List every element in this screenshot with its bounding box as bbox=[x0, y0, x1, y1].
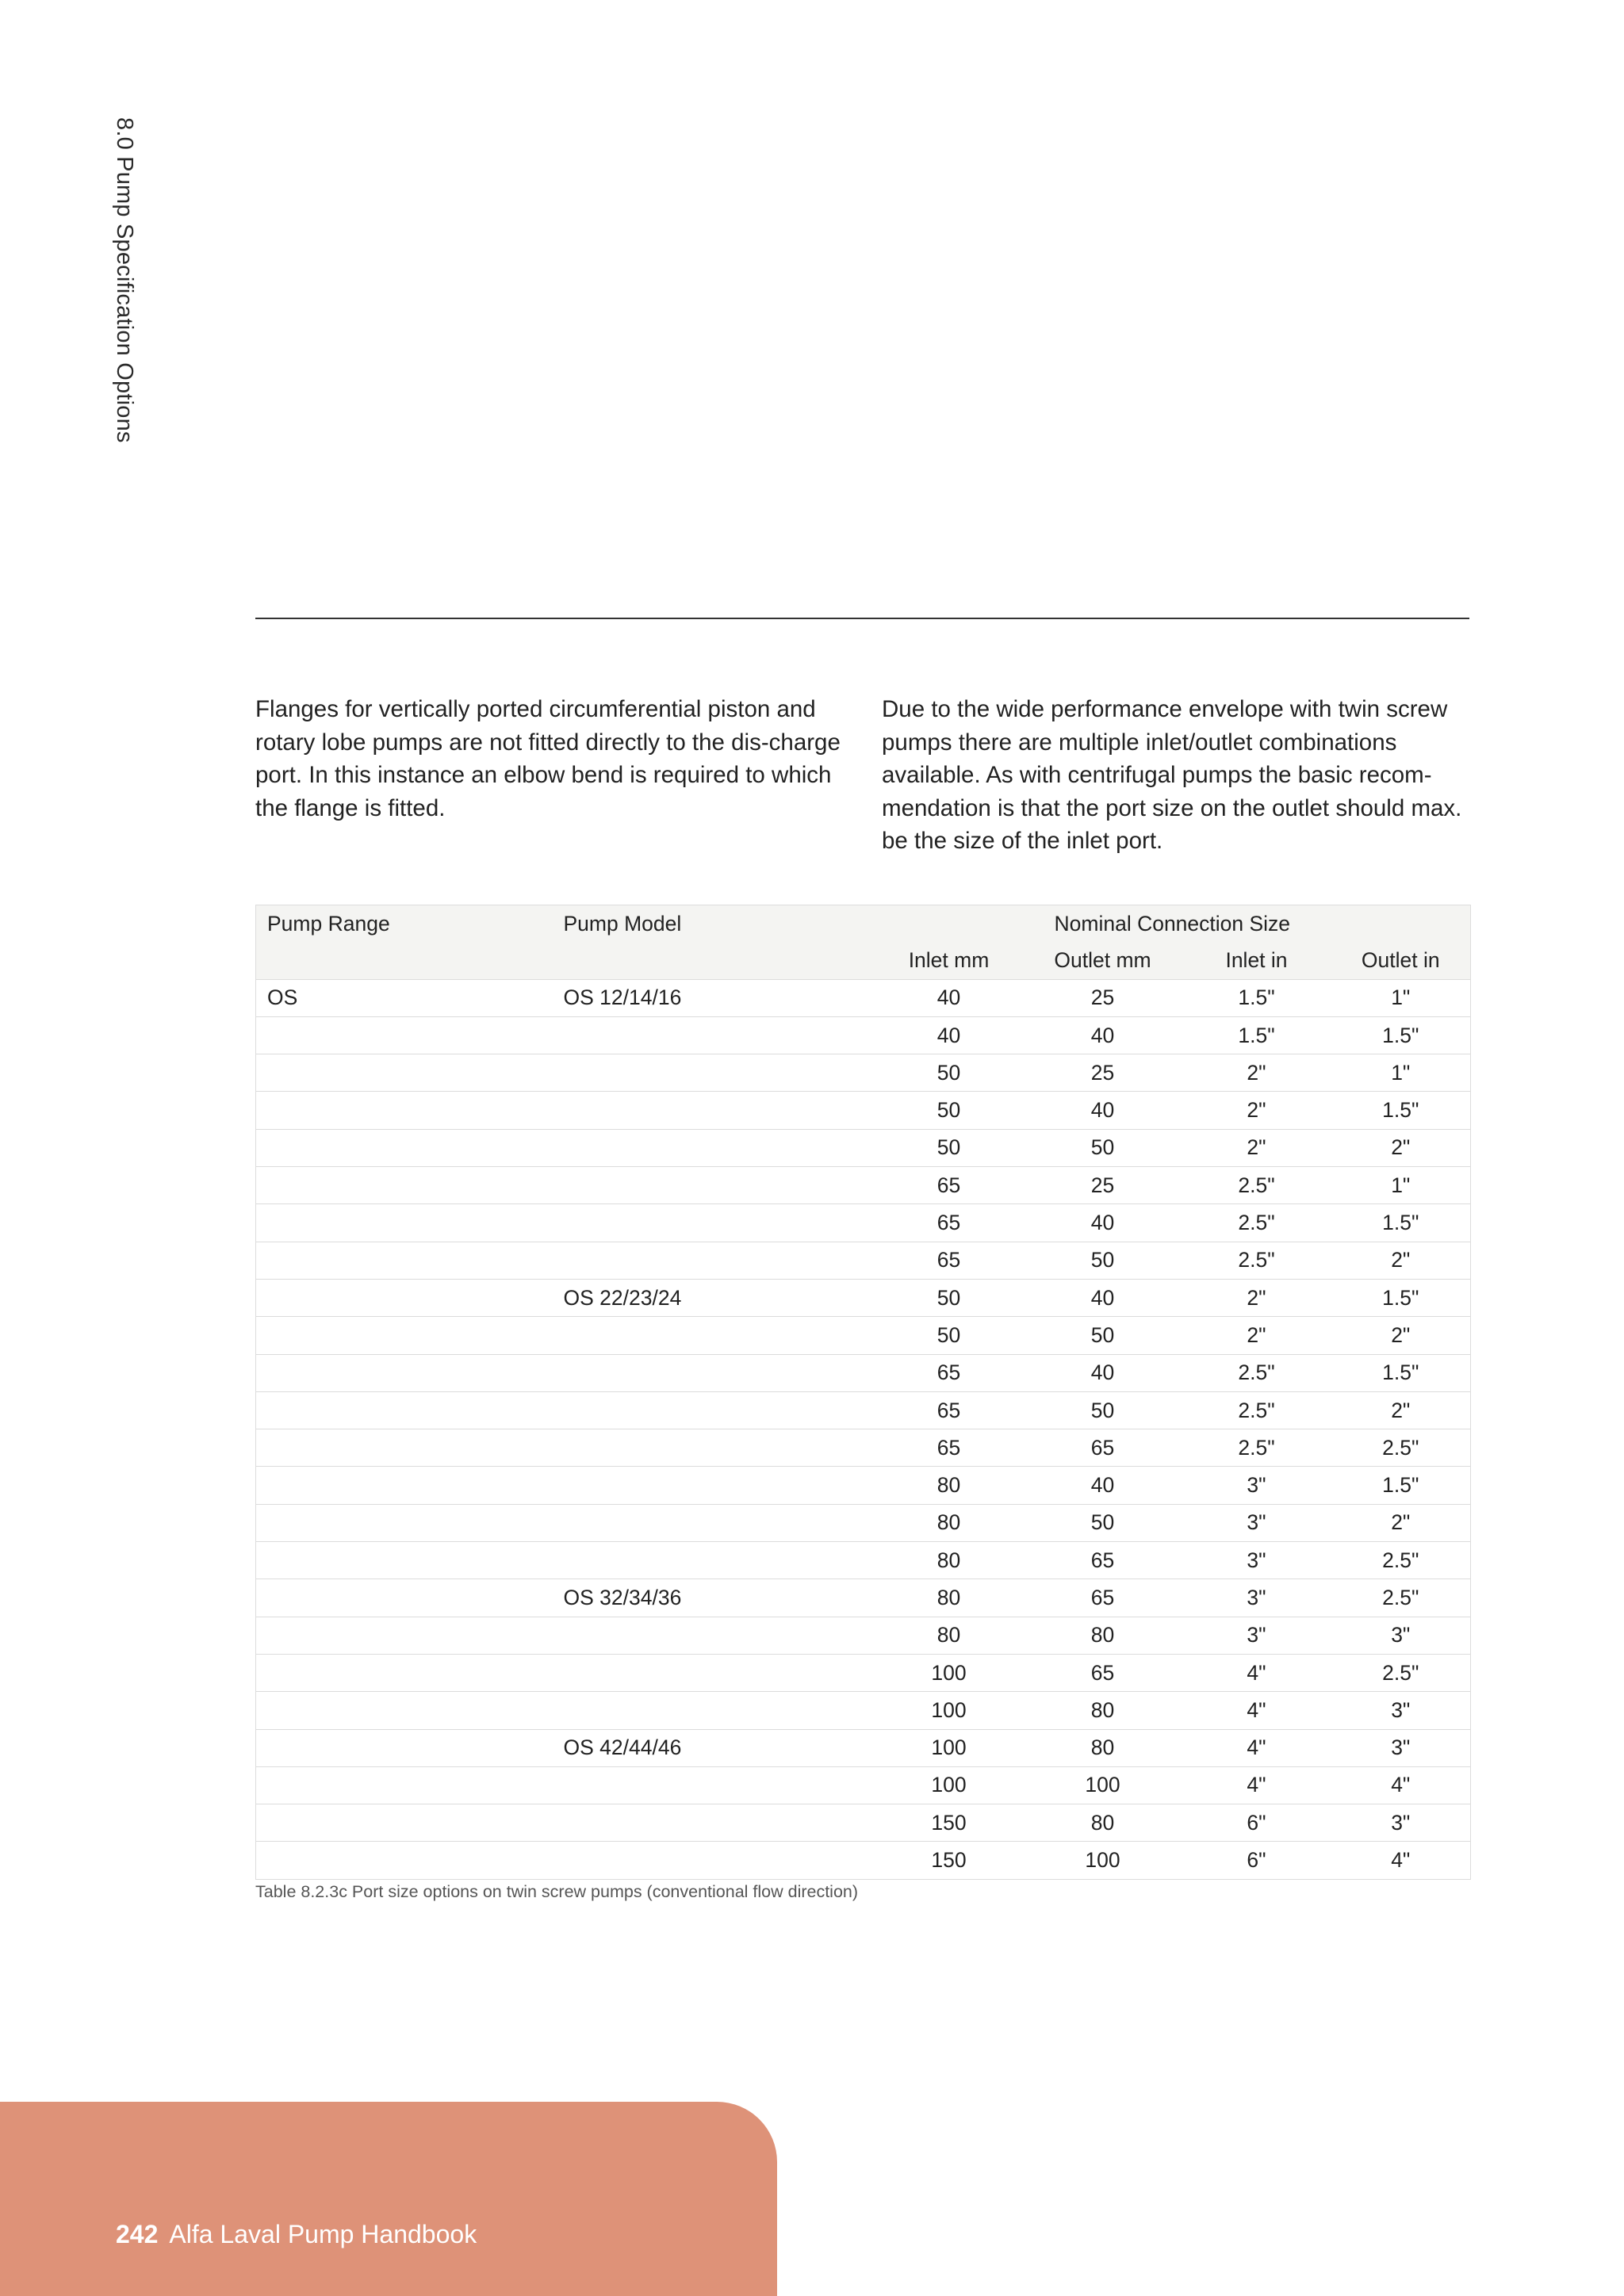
cell-inlet-in: 3" bbox=[1182, 1504, 1331, 1541]
table-row bbox=[256, 1054, 1471, 1092]
cell-pump-model bbox=[553, 1429, 875, 1467]
cell-inlet-in: 2" bbox=[1182, 1054, 1331, 1092]
cell-pump-model bbox=[553, 1054, 875, 1092]
cell-pump-model bbox=[553, 1766, 875, 1804]
cell-pump-model bbox=[553, 1016, 875, 1054]
cell-pump-model bbox=[553, 1654, 875, 1691]
cell-outlet-mm: 40 bbox=[1024, 1092, 1182, 1129]
cell-pump-range bbox=[256, 1729, 553, 1766]
cell-pump-range bbox=[256, 1279, 553, 1316]
cell-pump-range bbox=[256, 1804, 553, 1842]
cell-inlet-in: 3" bbox=[1182, 1579, 1331, 1617]
cell-inlet-in: 6" bbox=[1182, 1842, 1331, 1879]
cell-inlet-mm: 100 bbox=[875, 1729, 1024, 1766]
table-row bbox=[256, 1429, 1471, 1467]
intro-left-paragraph: Flanges for vertically ported circumferential piston and rotary lobe pumps are not fitted directly to the dis-charge port. In this instance an elbow bend is required to which the flange is fitted. bbox=[255, 696, 841, 821]
cell-inlet-in: 4" bbox=[1182, 1654, 1331, 1691]
cell-outlet-mm: 65 bbox=[1024, 1579, 1182, 1617]
header-pump-model: Pump Model bbox=[553, 905, 875, 943]
cell-pump-range: OS bbox=[256, 979, 553, 1016]
header-outlet-mm: Outlet mm bbox=[1024, 942, 1182, 979]
cell-outlet-in: 1.5" bbox=[1331, 1204, 1471, 1242]
cell-inlet-mm: 65 bbox=[875, 1204, 1024, 1242]
cell-outlet-mm: 25 bbox=[1024, 1167, 1182, 1204]
cell-pump-model bbox=[553, 1242, 875, 1279]
cell-pump-model bbox=[553, 1167, 875, 1204]
cell-outlet-in: 3" bbox=[1331, 1617, 1471, 1654]
cell-pump-model: OS 32/34/36 bbox=[553, 1579, 875, 1617]
cell-pump-model: OS 22/23/24 bbox=[553, 1279, 875, 1316]
header-nominal-connection-size: Nominal Connection Size bbox=[875, 905, 1471, 943]
cell-pump-model bbox=[553, 1391, 875, 1429]
cell-pump-range bbox=[256, 1129, 553, 1166]
cell-inlet-mm: 40 bbox=[875, 1016, 1024, 1054]
cell-inlet-mm: 80 bbox=[875, 1504, 1024, 1541]
cell-outlet-in: 2.5" bbox=[1331, 1542, 1471, 1579]
cell-inlet-mm: 50 bbox=[875, 1279, 1024, 1316]
table-row bbox=[256, 1842, 1471, 1879]
header-inlet-mm: Inlet mm bbox=[875, 942, 1024, 979]
cell-pump-model bbox=[553, 1692, 875, 1729]
cell-pump-range bbox=[256, 1204, 553, 1242]
footer bbox=[116, 2220, 477, 2249]
cell-outlet-mm: 80 bbox=[1024, 1617, 1182, 1654]
cell-outlet-mm: 65 bbox=[1024, 1542, 1182, 1579]
cell-inlet-mm: 150 bbox=[875, 1842, 1024, 1879]
cell-pump-model bbox=[553, 1842, 875, 1879]
footer-band bbox=[0, 2102, 777, 2296]
cell-pump-model bbox=[553, 1204, 875, 1242]
cell-inlet-mm: 50 bbox=[875, 1129, 1024, 1166]
cell-outlet-in: 2" bbox=[1331, 1129, 1471, 1166]
cell-pump-model bbox=[553, 1129, 875, 1166]
cell-pump-range bbox=[256, 1654, 553, 1691]
cell-inlet-mm: 100 bbox=[875, 1692, 1024, 1729]
table-row bbox=[256, 1354, 1471, 1391]
section-title: 8.0 Pump Specification Options bbox=[112, 117, 137, 443]
cell-pump-model bbox=[553, 1542, 875, 1579]
cell-inlet-in: 3" bbox=[1182, 1617, 1331, 1654]
cell-outlet-in: 4" bbox=[1331, 1842, 1471, 1879]
table-row bbox=[256, 979, 1471, 1016]
cell-pump-model bbox=[553, 1804, 875, 1842]
cell-inlet-mm: 80 bbox=[875, 1579, 1024, 1617]
page-number: 242 bbox=[116, 2220, 159, 2248]
table-row bbox=[256, 1129, 1471, 1166]
cell-pump-range bbox=[256, 1504, 553, 1541]
cell-outlet-mm: 50 bbox=[1024, 1317, 1182, 1354]
cell-pump-range bbox=[256, 1617, 553, 1654]
cell-outlet-mm: 40 bbox=[1024, 1204, 1182, 1242]
cell-outlet-mm: 40 bbox=[1024, 1354, 1182, 1391]
table-row bbox=[256, 1279, 1471, 1316]
cell-inlet-mm: 50 bbox=[875, 1092, 1024, 1129]
cell-outlet-mm: 100 bbox=[1024, 1842, 1182, 1879]
cell-inlet-in: 6" bbox=[1182, 1804, 1331, 1842]
cell-outlet-in: 4" bbox=[1331, 1766, 1471, 1804]
table-row bbox=[256, 1092, 1471, 1129]
cell-inlet-in: 4" bbox=[1182, 1729, 1331, 1766]
cell-inlet-mm: 100 bbox=[875, 1654, 1024, 1691]
table-row bbox=[256, 1467, 1471, 1504]
cell-pump-range bbox=[256, 1354, 553, 1391]
cell-outlet-mm: 80 bbox=[1024, 1692, 1182, 1729]
cell-pump-range bbox=[256, 1842, 553, 1879]
cell-outlet-mm: 50 bbox=[1024, 1242, 1182, 1279]
cell-outlet-in: 3" bbox=[1331, 1729, 1471, 1766]
cell-outlet-in: 1.5" bbox=[1331, 1279, 1471, 1316]
table-caption: Table 8.2.3c Port size options on twin screw pumps (conventional flow direction) bbox=[255, 1882, 859, 1901]
cell-outlet-in: 3" bbox=[1331, 1804, 1471, 1842]
cell-pump-model bbox=[553, 1092, 875, 1129]
cell-pump-range bbox=[256, 1467, 553, 1504]
cell-inlet-in: 2.5" bbox=[1182, 1391, 1331, 1429]
cell-pump-range bbox=[256, 1429, 553, 1467]
table-row bbox=[256, 1542, 1471, 1579]
table-row bbox=[256, 1167, 1471, 1204]
header-spacer bbox=[256, 942, 553, 979]
cell-outlet-in: 2.5" bbox=[1331, 1654, 1471, 1691]
cell-outlet-mm: 80 bbox=[1024, 1804, 1182, 1842]
cell-inlet-in: 2.5" bbox=[1182, 1242, 1331, 1279]
cell-outlet-mm: 50 bbox=[1024, 1391, 1182, 1429]
cell-outlet-mm: 100 bbox=[1024, 1766, 1182, 1804]
cell-pump-range bbox=[256, 1692, 553, 1729]
cell-inlet-in: 2.5" bbox=[1182, 1204, 1331, 1242]
cell-inlet-in: 2" bbox=[1182, 1279, 1331, 1316]
table-row bbox=[256, 1504, 1471, 1541]
cell-outlet-in: 2" bbox=[1331, 1317, 1471, 1354]
table-row bbox=[256, 1729, 1471, 1766]
cell-outlet-mm: 40 bbox=[1024, 1016, 1182, 1054]
cell-outlet-in: 2" bbox=[1331, 1242, 1471, 1279]
intro-right-paragraph: Due to the wide performance envelope with twin screw pumps there are multiple inlet/outlet combinations available. As with centrifugal pumps the basic recom-mendation is that the port size on the outlet should max. be the size of the inlet port. bbox=[882, 696, 1462, 854]
cell-pump-range bbox=[256, 1391, 553, 1429]
cell-outlet-mm: 65 bbox=[1024, 1429, 1182, 1467]
cell-pump-model bbox=[553, 1467, 875, 1504]
table-body bbox=[256, 979, 1471, 1879]
table-row bbox=[256, 1804, 1471, 1842]
table-row bbox=[256, 1617, 1471, 1654]
table-row bbox=[256, 1766, 1471, 1804]
cell-pump-range bbox=[256, 1579, 553, 1617]
cell-outlet-mm: 80 bbox=[1024, 1729, 1182, 1766]
header-outlet-in: Outlet in bbox=[1331, 942, 1471, 979]
cell-inlet-mm: 50 bbox=[875, 1054, 1024, 1092]
cell-pump-range bbox=[256, 1766, 553, 1804]
cell-pump-range bbox=[256, 1317, 553, 1354]
cell-inlet-in: 2.5" bbox=[1182, 1167, 1331, 1204]
cell-pump-range bbox=[256, 1542, 553, 1579]
table-row bbox=[256, 1204, 1471, 1242]
cell-outlet-in: 3" bbox=[1331, 1692, 1471, 1729]
cell-pump-range bbox=[256, 1167, 553, 1204]
cell-inlet-in: 4" bbox=[1182, 1692, 1331, 1729]
cell-inlet-mm: 40 bbox=[875, 979, 1024, 1016]
table-row bbox=[256, 1654, 1471, 1691]
cell-pump-model bbox=[553, 1317, 875, 1354]
cell-outlet-mm: 50 bbox=[1024, 1129, 1182, 1166]
cell-inlet-in: 3" bbox=[1182, 1542, 1331, 1579]
cell-outlet-in: 1.5" bbox=[1331, 1092, 1471, 1129]
cell-pump-model bbox=[553, 1617, 875, 1654]
cell-pump-range bbox=[256, 1054, 553, 1092]
cell-inlet-mm: 65 bbox=[875, 1429, 1024, 1467]
book-title: Alfa Laval Pump Handbook bbox=[169, 2220, 477, 2248]
cell-outlet-mm: 25 bbox=[1024, 1054, 1182, 1092]
header-spacer bbox=[553, 942, 875, 979]
cell-outlet-in: 1" bbox=[1331, 1054, 1471, 1092]
cell-outlet-in: 1.5" bbox=[1331, 1354, 1471, 1391]
cell-outlet-in: 2" bbox=[1331, 1504, 1471, 1541]
cell-inlet-mm: 50 bbox=[875, 1317, 1024, 1354]
table-row bbox=[256, 1317, 1471, 1354]
cell-inlet-in: 2" bbox=[1182, 1092, 1331, 1129]
cell-inlet-in: 2" bbox=[1182, 1317, 1331, 1354]
cell-inlet-mm: 80 bbox=[875, 1467, 1024, 1504]
cell-inlet-mm: 80 bbox=[875, 1617, 1024, 1654]
table-row bbox=[256, 1016, 1471, 1054]
top-divider bbox=[255, 618, 1469, 619]
cell-outlet-mm: 40 bbox=[1024, 1279, 1182, 1316]
cell-pump-range bbox=[256, 1016, 553, 1054]
cell-inlet-mm: 150 bbox=[875, 1804, 1024, 1842]
cell-inlet-in: 2" bbox=[1182, 1129, 1331, 1166]
cell-inlet-mm: 100 bbox=[875, 1766, 1024, 1804]
cell-outlet-in: 1" bbox=[1331, 1167, 1471, 1204]
table-row bbox=[256, 1579, 1471, 1617]
port-size-table bbox=[255, 905, 1471, 1880]
cell-inlet-in: 4" bbox=[1182, 1766, 1331, 1804]
cell-inlet-in: 2.5" bbox=[1182, 1354, 1331, 1391]
cell-outlet-mm: 65 bbox=[1024, 1654, 1182, 1691]
cell-inlet-mm: 65 bbox=[875, 1354, 1024, 1391]
cell-pump-model bbox=[553, 1354, 875, 1391]
cell-pump-model: OS 12/14/16 bbox=[553, 979, 875, 1016]
cell-outlet-in: 1" bbox=[1331, 979, 1471, 1016]
cell-inlet-mm: 65 bbox=[875, 1391, 1024, 1429]
cell-inlet-mm: 65 bbox=[875, 1167, 1024, 1204]
cell-pump-range bbox=[256, 1242, 553, 1279]
table-row bbox=[256, 1391, 1471, 1429]
cell-inlet-in: 2.5" bbox=[1182, 1429, 1331, 1467]
cell-pump-range bbox=[256, 1092, 553, 1129]
cell-inlet-mm: 65 bbox=[875, 1242, 1024, 1279]
header-pump-range: Pump Range bbox=[256, 905, 553, 943]
header-inlet-in: Inlet in bbox=[1182, 942, 1331, 979]
cell-inlet-in: 3" bbox=[1182, 1467, 1331, 1504]
cell-pump-model bbox=[553, 1504, 875, 1541]
cell-inlet-in: 1.5" bbox=[1182, 1016, 1331, 1054]
cell-outlet-in: 1.5" bbox=[1331, 1016, 1471, 1054]
cell-outlet-in: 1.5" bbox=[1331, 1467, 1471, 1504]
cell-outlet-in: 2" bbox=[1331, 1391, 1471, 1429]
table-row bbox=[256, 1692, 1471, 1729]
cell-outlet-in: 2.5" bbox=[1331, 1579, 1471, 1617]
cell-inlet-mm: 80 bbox=[875, 1542, 1024, 1579]
cell-outlet-mm: 50 bbox=[1024, 1504, 1182, 1541]
table-row bbox=[256, 1242, 1471, 1279]
cell-outlet-mm: 25 bbox=[1024, 979, 1182, 1016]
cell-outlet-in: 2.5" bbox=[1331, 1429, 1471, 1467]
cell-outlet-mm: 40 bbox=[1024, 1467, 1182, 1504]
cell-inlet-in: 1.5" bbox=[1182, 979, 1331, 1016]
cell-pump-model: OS 42/44/46 bbox=[553, 1729, 875, 1766]
